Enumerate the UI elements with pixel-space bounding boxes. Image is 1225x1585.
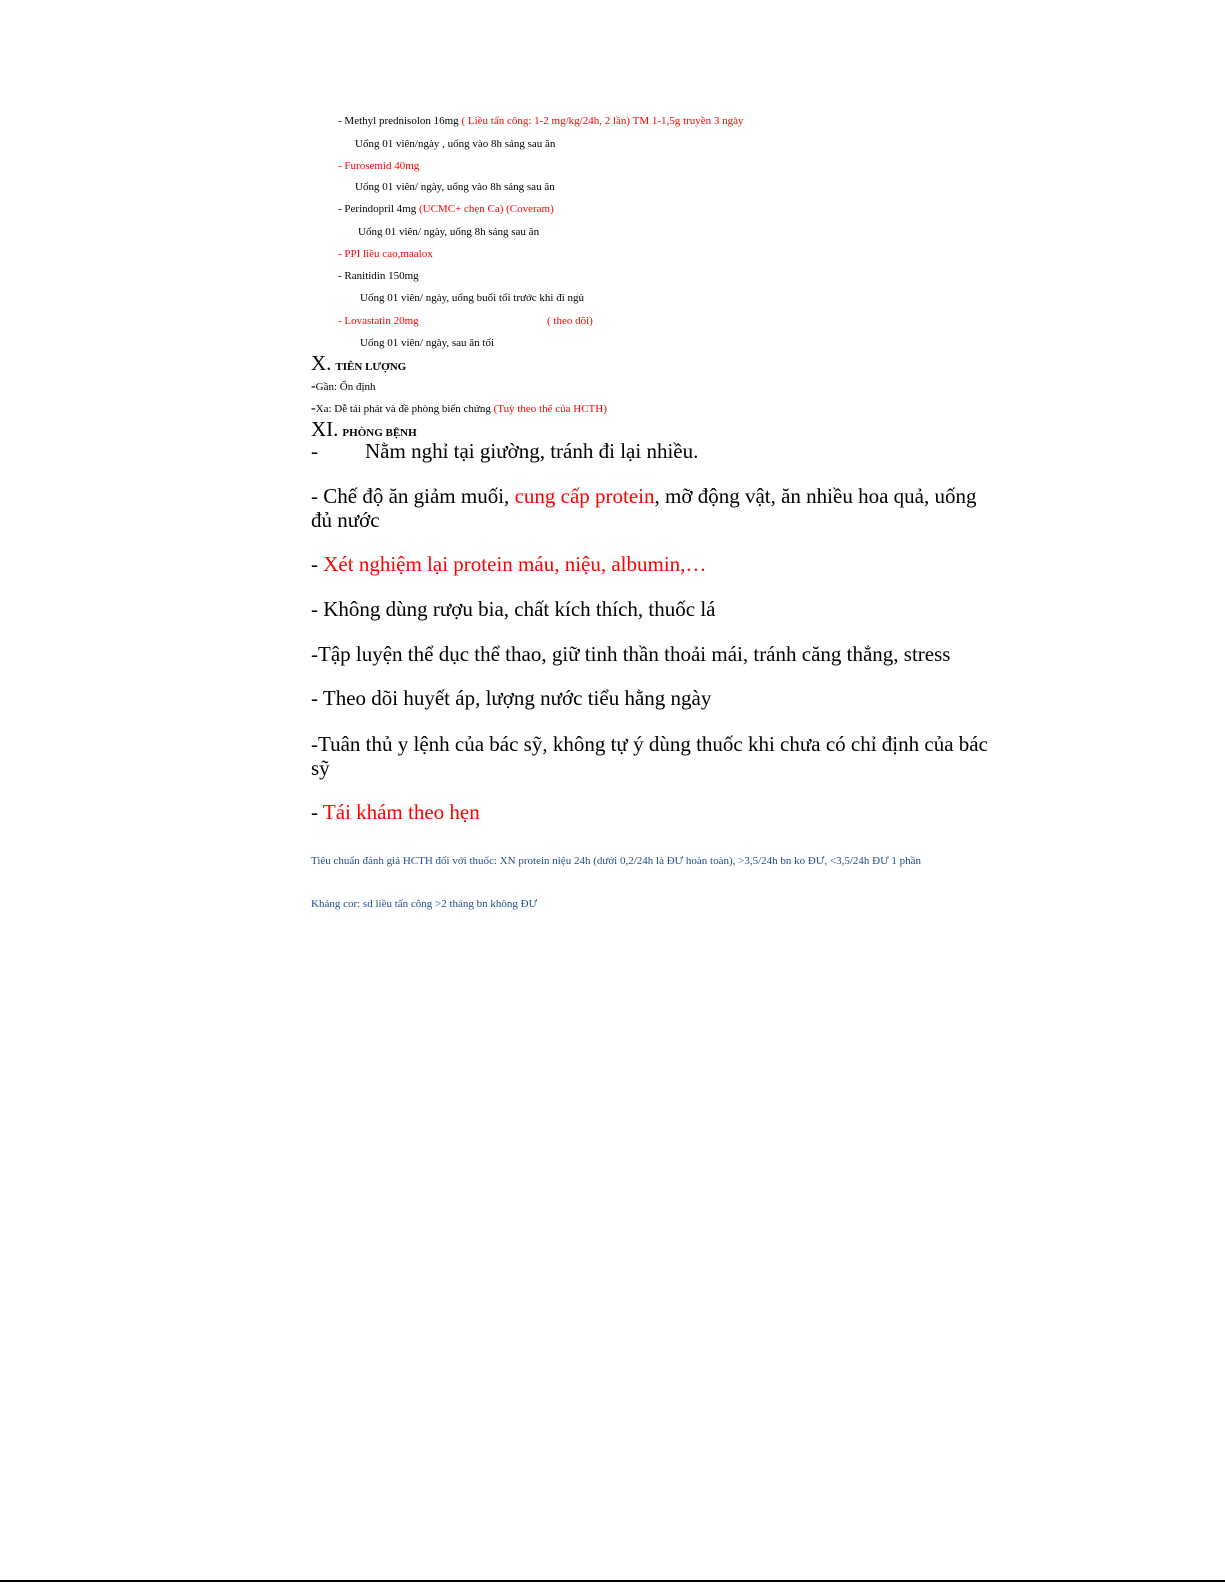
prognosis-far	[311, 402, 607, 416]
prevention-item-3-text: Xét nghiệm lại protein máu, niệu, albumin,…	[323, 552, 707, 576]
prevention-item-2-highlight: cung cấp protein	[514, 484, 655, 508]
section-title: TIÊN LƯỢNG	[335, 361, 407, 373]
med-methyl-dose: Uống 01 viên/ngày , uống vào 8h sáng sau ăn	[355, 138, 556, 150]
prevention-item-1: Nằm nghỉ tại giường, tránh đi lại nhiều.	[365, 439, 699, 463]
prognosis-near	[311, 380, 376, 394]
med-perindopril-note: (UCMC+ chẹn Ca) (Coveram)	[418, 203, 554, 215]
dash: -	[311, 401, 316, 416]
section-heading-prognosis	[311, 353, 406, 374]
section-numeral: XI.	[311, 417, 339, 441]
med-ppi: - PPI liều cao,maalox	[338, 248, 433, 260]
note-resistance: Kháng cor: sd liều tấn công >2 tháng bn không ĐƯ	[311, 898, 538, 910]
note-criteria: Tiêu chuẩn đánh giá HCTH đối với thuốc: XN protein niệu 24h (dưới 0,2/24h là ĐƯ hoàn toàn), >3,5/24h bn ko ĐƯ, <3,5/24h ĐƯ 1 phần	[311, 855, 922, 867]
dash: -	[311, 552, 324, 576]
prevention-item-2	[311, 486, 976, 507]
med-lovastatin: - Lovastatin 20mg	[338, 315, 419, 327]
prognosis-far-text: Xa: Dễ tái phát và đề phòng biến chứng	[315, 403, 494, 415]
prognosis-near-text: Gần: Ổn định	[315, 381, 376, 393]
med-ranitidin-dose: Uống 01 viên/ ngày, uống buổi tối trước khi đi ngủ	[360, 292, 585, 304]
med-methyl	[338, 116, 744, 127]
med-methyl-note: ( Liều tấn công: 1-2 mg/kg/24h, 2 lần) TM 1-1,5g truyền 3 ngày	[461, 115, 744, 127]
prevention-item-4: - Không dùng rượu bia, chất kích thích, thuốc lá	[311, 597, 716, 621]
med-methyl-name: - Methyl prednisolon 16mg	[338, 115, 462, 127]
med-lovastatin-dose: Uống 01 viên/ ngày, sau ăn tối	[360, 337, 495, 349]
dash: -	[311, 379, 316, 394]
med-perindopril-name: - Perindopril 4mg	[338, 203, 419, 215]
prevention-item-7-cont: sỹ	[311, 756, 330, 780]
med-furosemid-dose: Uống 01 viên/ ngày, uống vào 8h sáng sau ăn	[355, 181, 555, 193]
prevention-item-3	[311, 554, 706, 575]
prevention-item-7: -Tuân thủ y lệnh của bác sỹ, không tự ý dùng thuốc khi chưa có chỉ định của bác	[311, 732, 988, 756]
prevention-item-2-text: - Chế độ ăn giảm muối,	[311, 484, 515, 508]
page-bottom-rule	[0, 1580, 1225, 1582]
prevention-item-8	[311, 802, 480, 823]
section-numeral: X.	[311, 351, 332, 375]
med-furosemid: - Furosemid 40mg	[338, 160, 420, 172]
prevention-item-5: -Tập luyện thể dục thể thao, giữ tinh thần thoải mái, tránh căng thẳng, stress	[311, 642, 951, 666]
med-ranitidin: - Ranitidin 150mg	[338, 270, 419, 282]
med-lovastatin-note: ( theo dõi)	[547, 315, 593, 327]
med-perindopril	[338, 204, 554, 215]
prevention-item-1-dash: -	[311, 439, 318, 463]
prevention-item-2-cont: đủ nước	[311, 508, 380, 532]
prognosis-far-note: (Tuỳ theo thể của HCTH)	[493, 403, 607, 415]
prevention-item-8-text: Tái khám theo hẹn	[322, 800, 480, 824]
prevention-item-6: - Theo dõi huyết áp, lượng nước tiểu hằng ngày	[311, 686, 712, 710]
dash: -	[311, 800, 323, 824]
med-perindopril-dose: Uống 01 viên/ ngày, uống 8h sáng sau ăn	[358, 226, 540, 238]
prevention-item-2-text-b: , mỡ động vật, ăn nhiều hoa quả, uống	[654, 484, 977, 508]
section-heading-prevention	[311, 419, 417, 440]
section-title: PHÒNG BỆNH	[342, 427, 417, 439]
